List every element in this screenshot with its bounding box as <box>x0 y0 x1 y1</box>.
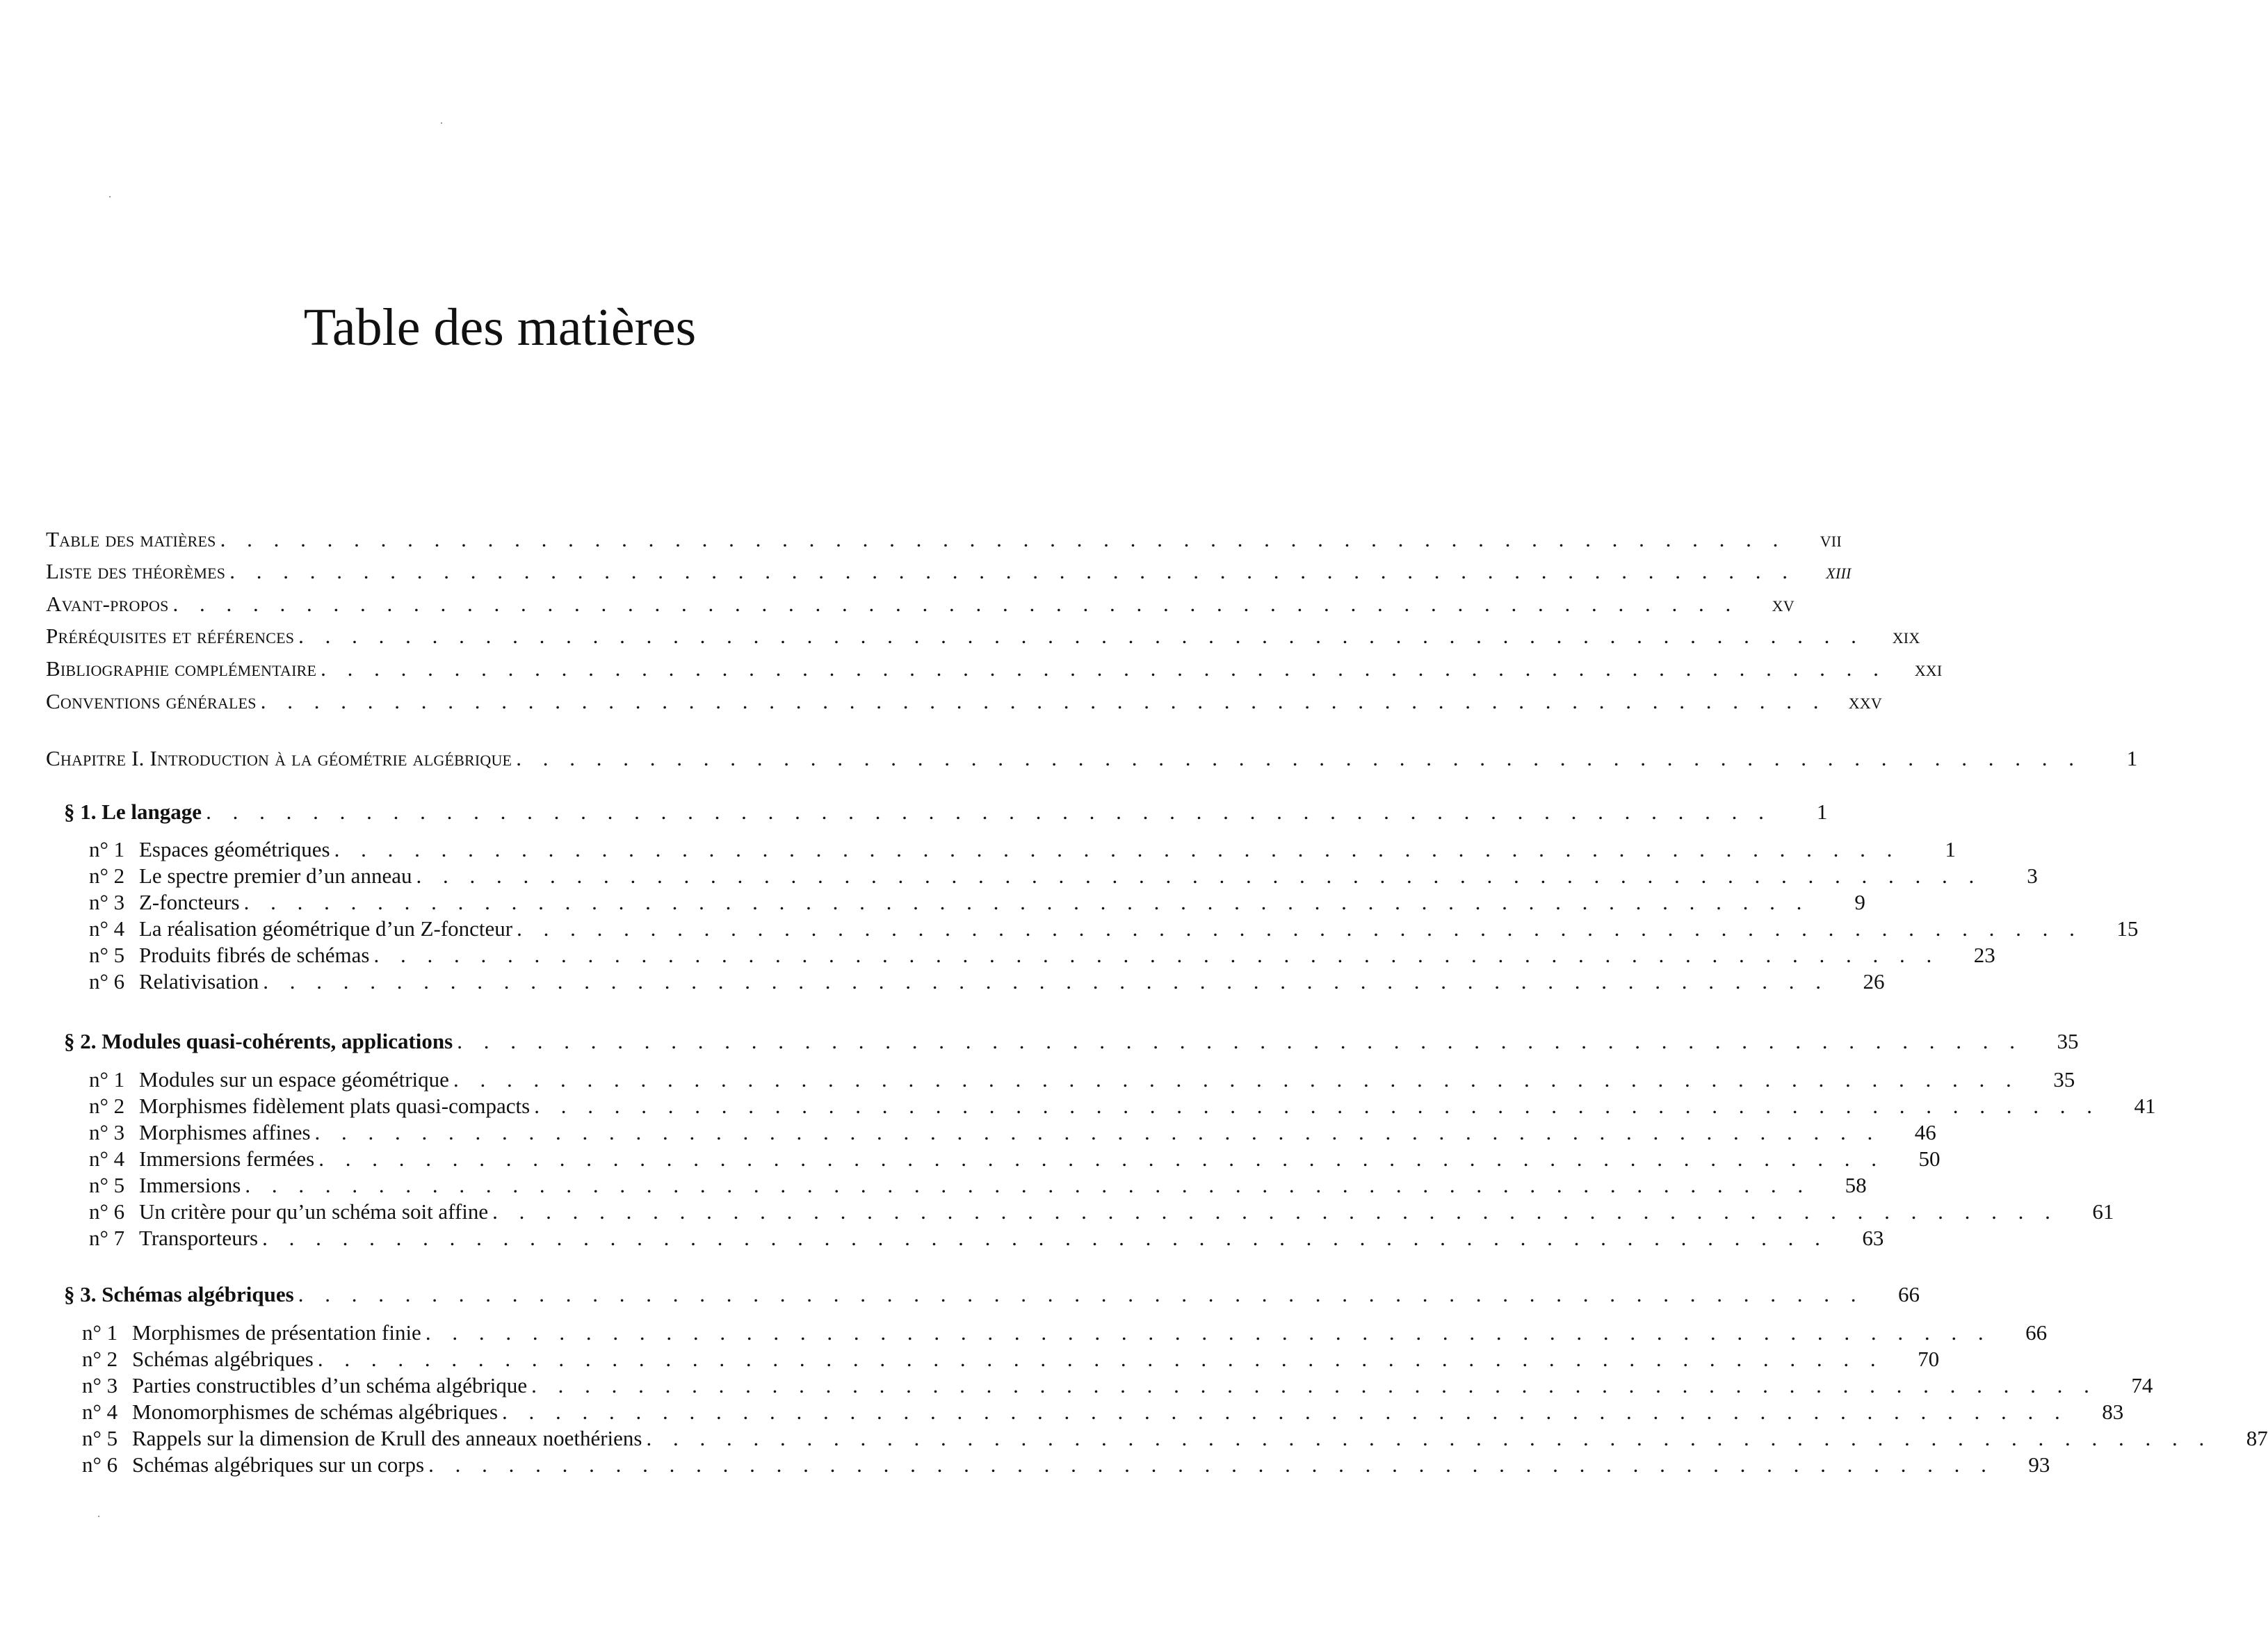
subsection-number: n° 7 <box>89 1226 125 1250</box>
toc-entry-label: § 1. Le langage <box>64 800 202 824</box>
leader-dots: . . . . . . . . . . . . . . . . . . . . . . . . . . . . . . . . . . . . . . . . . . . . . . . . . . . . . . . . . . . <box>314 1120 1881 1144</box>
leader-dots: . . . . . . . . . . . . . . . . . . . . . . . . . . . . . . . . . . . . . . . . . . . . . . . . . . . . . . . . . . . <box>317 1347 1884 1371</box>
toc-entry-label: Chapitre I. Introduction à la géométrie algébrique <box>46 746 512 770</box>
toc-entry-subsection[interactable] <box>89 1225 1884 1251</box>
toc-entry-subsection[interactable] <box>82 1346 1940 1372</box>
leader-dots: . . . . . . . . . . . . . . . . . . . . . . . . . . . . . . . . . . . . . . . . . . . . . . . . . . . . . . . . . . . <box>457 1029 2023 1053</box>
toc-page-number: 63 <box>1862 1226 1884 1250</box>
toc-entry-label: Conventions générales <box>46 689 257 713</box>
subsection-number: n° 3 <box>89 890 125 914</box>
leader-dots: . . . . . . . . . . . . . . . . . . . . . . . . . . . . . . . . . . . . . . . . . . . . . . . . . . . . . . . . . . . <box>646 1426 2212 1450</box>
toc-entry-subsection[interactable] <box>89 1146 1941 1172</box>
leader-dots: . . . . . . . . . . . . . . . . . . . . . . . . . . . . . . . . . . . . . . . . . . . . . . . . . . . . . . . . . . . <box>262 1226 1829 1250</box>
leader-dots: . . . . . . . . . . . . . . . . . . . . . . . . . . . . . . . . . . . . . . . . . . . . . . . . . . . . . . . . . . . <box>260 689 1826 713</box>
toc-entry-front-matter[interactable] <box>46 591 1795 617</box>
toc-entry-label: § 3. Schémas algébriques <box>64 1282 294 1306</box>
toc-page-number: 58 <box>1845 1173 1867 1197</box>
leader-dots: . . . . . . . . . . . . . . . . . . . . . . . . . . . . . . . . . . . . . . . . . . . . . . . . . . . . . . . . . . . <box>492 1199 2059 1224</box>
toc-page-number: 93 <box>2028 1452 2050 1477</box>
toc-page-number: 66 <box>1897 1282 1920 1306</box>
subsection-number: n° 1 <box>89 837 125 861</box>
toc-page-number: xv <box>1772 592 1795 616</box>
toc-entry-subsection[interactable] <box>82 1372 2153 1399</box>
toc-page-number: 41 <box>2134 1094 2156 1118</box>
subsection-number: n° 3 <box>89 1120 125 1144</box>
toc-entry-label: Transporteurs <box>139 1226 259 1250</box>
leader-dots: . . . . . . . . . . . . . . . . . . . . . . . . . . . . . . . . . . . . . . . . . . . . . . . . . . . . . . . . . . . <box>220 527 1786 551</box>
toc-entry-subsection[interactable] <box>89 969 1885 995</box>
toc-entry-label: Relativisation <box>139 969 259 994</box>
leader-dots: . . . . . . . . . . . . . . . . . . . . . . . . . . . . . . . . . . . . . . . . . . . . . . . . . . . . . . . . . . . <box>172 592 1739 616</box>
toc-entry-subsection[interactable] <box>89 1172 1867 1199</box>
toc-page-number: 23 <box>1973 943 1995 967</box>
toc-entry-label: Préréquisites et références <box>46 624 295 648</box>
page-title: Table des matières <box>303 298 697 357</box>
leader-dots: . . . . . . . . . . . . . . . . . . . . . . . . . . . . . . . . . . . . . . . . . . . . . . . . . . . . . . . . . . . <box>531 1373 2098 1397</box>
toc-entry-subsection[interactable] <box>89 1067 2075 1093</box>
subsection-number: n° 4 <box>82 1400 118 1424</box>
subsection-number: n° 2 <box>89 1094 125 1118</box>
toc-entry-subsection[interactable] <box>89 889 1865 916</box>
toc-page-number: 87 <box>2246 1426 2268 1450</box>
toc-entry-subsection[interactable] <box>89 1119 1936 1146</box>
toc-entry-label: Immersions fermées <box>139 1146 315 1171</box>
toc-page-number: 50 <box>1918 1146 1941 1171</box>
toc-page-number: 61 <box>2092 1199 2114 1224</box>
leader-dots: . . . . . . . . . . . . . . . . . . . . . . . . . . . . . . . . . . . . . . . . . . . . . . . . . . . . . . . . . . . <box>245 1173 1811 1197</box>
toc-entry-label: Espaces géométriques <box>139 837 330 861</box>
toc-page-number: xxi <box>1914 656 1943 681</box>
subsection-number: n° 3 <box>82 1373 118 1397</box>
toc-entry-label: La réalisation géométrique d’un Z-foncteur <box>139 916 513 941</box>
scan-speck <box>109 196 111 197</box>
toc-entry-label: Morphismes affines <box>139 1120 311 1144</box>
leader-dots: . . . . . . . . . . . . . . . . . . . . . . . . . . . . . . . . . . . . . . . . . . . . . . . . . . . . . . . . . . . <box>416 864 1982 888</box>
leader-dots: . . . . . . . . . . . . . . . . . . . . . . . . . . . . . . . . . . . . . . . . . . . . . . . . . . . . . . . . . . . <box>206 800 1772 824</box>
toc-entry-subsection[interactable] <box>82 1320 2048 1346</box>
toc-entry-label: Morphismes de présentation finie <box>132 1320 421 1345</box>
leader-dots: . . . . . . . . . . . . . . . . . . . . . . . . . . . . . . . . . . . . . . . . . . . . . . . . . . . . . . . . . . . <box>425 1320 1992 1345</box>
subsection-number: n° 6 <box>89 969 125 994</box>
toc-entry-section[interactable] <box>64 799 1828 825</box>
toc-page-number: 9 <box>1854 890 1865 914</box>
toc-page-number: 66 <box>2025 1320 2048 1345</box>
leader-dots: . . . . . . . . . . . . . . . . . . . . . . . . . . . . . . . . . . . . . . . . . . . . . . . . . . . . . . . . . . . <box>318 1146 1885 1171</box>
toc-entry-subsection[interactable] <box>82 1399 2124 1425</box>
subsection-number: n° 4 <box>89 1146 125 1171</box>
leader-dots: . . . . . . . . . . . . . . . . . . . . . . . . . . . . . . . . . . . . . . . . . . . . . . . . . . . . . . . . . . . <box>428 1452 1995 1477</box>
toc-page-number: vii <box>1820 527 1842 551</box>
leader-dots: . . . . . . . . . . . . . . . . . . . . . . . . . . . . . . . . . . . . . . . . . . . . . . . . . . . . . . . . . . . <box>229 559 1796 583</box>
subsection-number: n° 5 <box>89 1173 125 1197</box>
leader-dots: . . . . . . . . . . . . . . . . . . . . . . . . . . . . . . . . . . . . . . . . . . . . . . . . . . . . . . . . . . . <box>534 1094 2100 1118</box>
toc-page-number: 3 <box>2027 864 2038 888</box>
toc-entry-front-matter[interactable] <box>46 656 1943 682</box>
toc-page-number: 70 <box>1918 1347 1940 1371</box>
toc-entry-subsection[interactable] <box>89 836 1956 863</box>
toc-entry-label: Avant-propos <box>46 592 169 616</box>
toc-page-number: 1 <box>1816 800 1828 824</box>
toc-entry-label: Table des matières <box>46 527 216 551</box>
toc-entry-subsection[interactable] <box>89 1199 2114 1225</box>
subsection-number: n° 1 <box>89 1067 125 1092</box>
toc-page-number: 1 <box>2126 746 2138 770</box>
toc-page-number: 74 <box>2131 1373 2153 1397</box>
toc-page-number: 83 <box>2102 1400 2124 1424</box>
toc-entry-label: Un critère pour qu’un schéma soit affine <box>139 1199 489 1224</box>
toc-page-number: 15 <box>2116 916 2139 941</box>
toc-page-number: xxv <box>1848 689 1882 713</box>
toc-entry-label: Le spectre premier d’un anneau <box>139 864 412 888</box>
toc-entry-subsection[interactable] <box>89 942 1995 969</box>
leader-dots: . . . . . . . . . . . . . . . . . . . . . . . . . . . . . . . . . . . . . . . . . . . . . . . . . . . . . . . . . . . <box>243 890 1810 914</box>
toc-entry-front-matter[interactable] <box>46 558 1852 585</box>
toc-entry-label: § 2. Modules quasi-cohérents, applications <box>64 1029 453 1053</box>
toc-entry-section[interactable] <box>64 1028 2079 1055</box>
toc-page-number: xiii <box>1826 559 1852 583</box>
toc-page-number: 35 <box>2057 1029 2079 1053</box>
leader-dots: . . . . . . . . . . . . . . . . . . . . . . . . . . . . . . . . . . . . . . . . . . . . . . . . . . . . . . . . . . . <box>263 969 1829 994</box>
leader-dots: . . . . . . . . . . . . . . . . . . . . . . . . . . . . . . . . . . . . . . . . . . . . . . . . . . . . . . . . . . . <box>334 837 1900 861</box>
leader-dots: . . . . . . . . . . . . . . . . . . . . . . . . . . . . . . . . . . . . . . . . . . . . . . . . . . . . . . . . . . . <box>517 916 2083 941</box>
subsection-number: n° 2 <box>82 1347 118 1371</box>
toc-entry-front-matter[interactable] <box>46 688 1882 715</box>
scan-speck <box>98 1516 99 1517</box>
leader-dots: . . . . . . . . . . . . . . . . . . . . . . . . . . . . . . . . . . . . . . . . . . . . . . . . . . . . . . . . . . . <box>321 656 1887 681</box>
toc-entry-subsection[interactable] <box>82 1425 2268 1452</box>
subsection-number: n° 6 <box>82 1452 118 1477</box>
subsection-number: n° 5 <box>82 1426 118 1450</box>
toc-entry-label: Z-foncteurs <box>139 890 240 914</box>
subsection-number: n° 5 <box>89 943 125 967</box>
subsection-number: n° 4 <box>89 916 125 941</box>
toc-entry-label: Produits fibrés de schémas <box>139 943 370 967</box>
subsection-number: n° 6 <box>89 1199 125 1224</box>
toc-entry-label: Bibliographie complémentaire <box>46 656 317 681</box>
leader-dots: . . . . . . . . . . . . . . . . . . . . . . . . . . . . . . . . . . . . . . . . . . . . . . . . . . . . . . . . . . . <box>298 624 1865 648</box>
leader-dots: . . . . . . . . . . . . . . . . . . . . . . . . . . . . . . . . . . . . . . . . . . . . . . . . . . . . . . . . . . . <box>298 1282 1864 1306</box>
toc-entry-label: Rappels sur la dimension de Krull des anneaux noethériens <box>132 1426 642 1450</box>
leader-dots: . . . . . . . . . . . . . . . . . . . . . . . . . . . . . . . . . . . . . . . . . . . . . . . . . . . . . . . . . . . <box>373 943 1940 967</box>
toc-page-number: 46 <box>1914 1120 1936 1144</box>
toc-entry-section[interactable] <box>64 1281 1920 1308</box>
toc-entry-chapter[interactable] <box>46 745 2138 772</box>
toc-entry-label: Liste des théorèmes <box>46 559 226 583</box>
toc-entry-label: Morphismes fidèlement plats quasi-compacts <box>139 1094 530 1118</box>
toc-entry-front-matter[interactable] <box>46 623 1920 649</box>
scan-speck <box>441 122 442 124</box>
toc-entry-subsection[interactable] <box>89 916 2139 942</box>
toc-entry-label: Modules sur un espace géométrique <box>139 1067 449 1092</box>
toc-entry-label: Immersions <box>139 1173 241 1197</box>
toc-entry-front-matter[interactable] <box>46 526 1842 553</box>
toc-entry-subsection[interactable] <box>82 1452 2050 1478</box>
toc-entry-label: Monomorphismes de schémas algébriques <box>132 1400 499 1424</box>
subsection-number: n° 2 <box>89 864 125 888</box>
leader-dots: . . . . . . . . . . . . . . . . . . . . . . . . . . . . . . . . . . . . . . . . . . . . . . . . . . . . . . . . . . . <box>516 746 2082 770</box>
leader-dots: . . . . . . . . . . . . . . . . . . . . . . . . . . . . . . . . . . . . . . . . . . . . . . . . . . . . . . . . . . . <box>502 1400 2068 1424</box>
toc-entry-label: Parties constructibles d’un schéma algébrique <box>132 1373 528 1397</box>
toc-page-number: xix <box>1892 624 1920 648</box>
toc-page-number: 35 <box>2053 1067 2075 1092</box>
toc-page-number: 26 <box>1863 969 1885 994</box>
toc-entry-label: Schémas algébriques <box>132 1347 314 1371</box>
subsection-number: n° 1 <box>82 1320 118 1345</box>
toc-entry-label: Schémas algébriques sur un corps <box>132 1452 425 1477</box>
toc-entry-subsection[interactable] <box>89 1093 2156 1119</box>
toc-entry-subsection[interactable] <box>89 863 2038 889</box>
toc-page-number: 1 <box>1945 837 1956 861</box>
leader-dots: . . . . . . . . . . . . . . . . . . . . . . . . . . . . . . . . . . . . . . . . . . . . . . . . . . . . . . . . . . . <box>453 1067 2020 1092</box>
